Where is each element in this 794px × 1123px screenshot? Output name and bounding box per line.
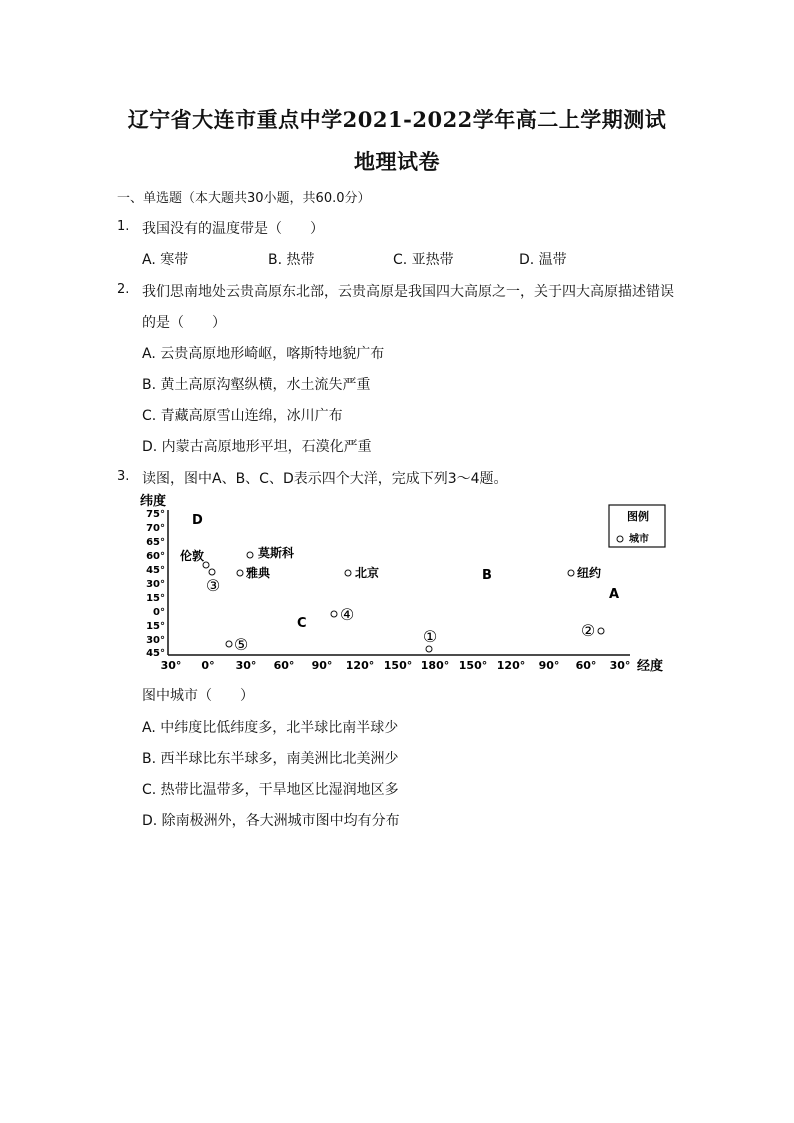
y-tick: 60° bbox=[146, 551, 165, 562]
legend-title: 图例 bbox=[627, 510, 649, 523]
numbered-point-2: ② bbox=[580, 621, 596, 640]
city-label-beijing: 北京 bbox=[355, 566, 380, 580]
y-tick: 65° bbox=[146, 537, 165, 548]
question-text: 我国没有的温度带是（ ） bbox=[142, 221, 324, 237]
x-tick: 30° bbox=[160, 659, 182, 672]
option-c: C. 青藏高原雪山连绵，冰川广布 bbox=[142, 408, 343, 424]
city-marker bbox=[237, 570, 243, 576]
option-a: A. 中纬度比低纬度多，北半球比南半球少 bbox=[142, 720, 399, 736]
city-label-moscow: 莫斯科 bbox=[258, 546, 295, 560]
page-subtitle: 地理试卷 bbox=[354, 149, 440, 174]
x-tick: 30° bbox=[235, 659, 257, 672]
x-tick: 90° bbox=[311, 659, 333, 672]
question-number: 1. bbox=[117, 219, 130, 234]
question-number: 3. bbox=[117, 469, 130, 484]
x-tick: 120° bbox=[496, 659, 526, 672]
question-text: 我们思南地处云贵高原东北部，云贵高原是我国四大高原之一，关于四大高原描述错误 bbox=[142, 284, 674, 300]
y-tick: 45° bbox=[146, 648, 165, 659]
option-b: B. 热带 bbox=[268, 252, 315, 268]
numbered-point-3: ③ bbox=[205, 576, 221, 595]
y-tick: 15° bbox=[146, 621, 165, 632]
question-text: 读图，图中A、B、C、D表示四个大洋，完成下列3～4题。 bbox=[142, 471, 508, 487]
section-header: 一、单选题（本大题共30小题，共60.0分） bbox=[117, 191, 371, 206]
numbered-point-4: ④ bbox=[339, 605, 355, 624]
option-d: D. 温带 bbox=[519, 252, 567, 268]
city-marker bbox=[426, 646, 432, 652]
ocean-label-d: D bbox=[192, 513, 203, 528]
x-tick: 60° bbox=[575, 659, 597, 672]
option-c: C. 亚热带 bbox=[393, 252, 454, 268]
city-marker bbox=[203, 562, 209, 568]
legend-item-label: 城市 bbox=[629, 534, 649, 545]
city-marker bbox=[226, 641, 232, 647]
x-tick: 150° bbox=[458, 659, 488, 672]
option-a: A. 云贵高原地形崎岖，喀斯特地貌广布 bbox=[142, 346, 385, 362]
option-a: A. 寒带 bbox=[142, 252, 189, 268]
ocean-label-a: A bbox=[609, 587, 620, 602]
x-tick: 30° bbox=[609, 659, 631, 672]
x-tick: 90° bbox=[538, 659, 560, 672]
question-number: 2. bbox=[117, 282, 130, 297]
city-label-new-york: 纽约 bbox=[577, 566, 602, 580]
numbered-point-5: ⑤ bbox=[233, 635, 249, 654]
question-text-continued: 的是（ ） bbox=[142, 315, 226, 331]
x-tick: 120° bbox=[345, 659, 375, 672]
city-label-london: 伦敦 bbox=[180, 549, 205, 563]
y-tick: 15° bbox=[146, 593, 165, 604]
option-b: B. 黄土高原沟壑纵横，水土流失严重 bbox=[142, 377, 371, 393]
x-tick: 0° bbox=[201, 659, 215, 672]
x-axis-title: 经度 bbox=[637, 659, 664, 674]
option-b: B. 西半球比东半球多，南美洲比北美洲少 bbox=[142, 751, 399, 767]
ocean-label-b: B bbox=[482, 568, 492, 583]
option-c: C. 热带比温带多，干旱地区比湿润地区多 bbox=[142, 782, 399, 798]
page-title: 辽宁省大连市重点中学2021-2022学年高二上学期测试 bbox=[127, 107, 667, 132]
world-city-map bbox=[140, 492, 680, 684]
x-tick: 180° bbox=[420, 659, 450, 672]
city-marker bbox=[247, 552, 253, 558]
city-marker bbox=[331, 611, 337, 617]
x-tick: 150° bbox=[383, 659, 413, 672]
numbered-point-1: ① bbox=[422, 627, 438, 646]
y-tick: 45° bbox=[146, 565, 165, 576]
y-tick: 75° bbox=[146, 509, 165, 520]
y-tick: 0° bbox=[153, 607, 165, 618]
city-marker bbox=[568, 570, 574, 576]
y-axis-title: 纬度 bbox=[140, 494, 167, 509]
city-marker bbox=[209, 569, 215, 575]
city-marker bbox=[598, 628, 604, 634]
y-tick: 70° bbox=[146, 523, 165, 534]
x-tick: 60° bbox=[273, 659, 295, 672]
y-tick: 30° bbox=[146, 579, 165, 590]
sub-question-text: 图中城市（ ） bbox=[142, 688, 254, 704]
ocean-label-c: C bbox=[297, 616, 307, 631]
city-label-athens: 雅典 bbox=[246, 566, 271, 580]
option-d: D. 除南极洲外，各大洲城市图中均有分布 bbox=[142, 813, 400, 829]
city-marker bbox=[345, 570, 351, 576]
option-d: D. 内蒙古高原地形平坦，石漠化严重 bbox=[142, 439, 372, 455]
y-tick: 30° bbox=[146, 635, 165, 646]
